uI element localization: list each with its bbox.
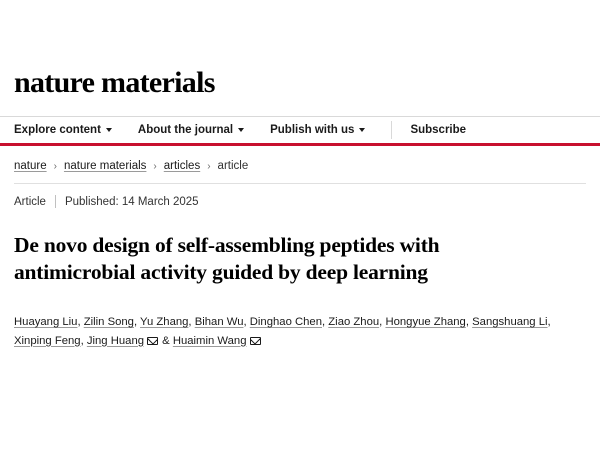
masthead (0, 62, 600, 100)
page-title: De novo design of self-assembling peptides with antimicrobial activity guided by deep learning (14, 233, 440, 284)
email-icon[interactable] (250, 337, 261, 345)
meta-divider (55, 195, 56, 208)
author-link[interactable]: Jing Huang (86, 334, 145, 347)
author-separator: & (159, 334, 173, 347)
author-link[interactable]: Bihan Wu (194, 316, 244, 329)
author-link[interactable]: Huaimin Wang (172, 334, 247, 347)
breadcrumb-item-nature-materials[interactable]: nature materials (63, 160, 147, 172)
author-separator: , (547, 316, 551, 329)
chevron-down-icon (359, 128, 365, 132)
main-navigation (0, 116, 600, 146)
nav-item-label: Explore content (14, 124, 101, 136)
author-list (0, 299, 600, 350)
top-blank-strip (0, 0, 600, 62)
author-separator: , (379, 316, 386, 329)
author-link[interactable]: Huayang Liu (14, 316, 78, 329)
author-separator: , (133, 316, 141, 329)
nav-item-explore-content[interactable] (14, 124, 112, 136)
nav-item-subscribe[interactable] (391, 121, 466, 139)
nav-item-publish-with-us[interactable] (270, 124, 365, 136)
nav-item-label: About the journal (137, 124, 234, 136)
nav-item-about-the-journal[interactable] (138, 124, 244, 136)
journal-logo[interactable]: nature materials (14, 66, 215, 99)
author-separator: , (322, 316, 329, 329)
breadcrumb-item-articles[interactable]: articles (163, 160, 201, 172)
article-meta (0, 184, 600, 208)
publication-date: Published: 14 March 2025 (64, 195, 199, 208)
author-link[interactable]: Sangshuang Li (472, 316, 548, 329)
nav-item-label: Publish with us (270, 124, 355, 136)
author-separator: , (80, 334, 87, 347)
breadcrumb-separator-icon: › (207, 160, 211, 172)
author-link[interactable]: Xinping Feng (14, 334, 81, 347)
author-link[interactable]: Ziao Zhou (328, 316, 380, 329)
chevron-down-icon (106, 128, 112, 132)
article-type-label: Article (14, 195, 46, 208)
breadcrumb-separator-icon: › (53, 160, 57, 172)
breadcrumb (0, 146, 600, 172)
breadcrumb-item-article: article (217, 160, 249, 172)
nav-item-label: Subscribe (410, 124, 467, 136)
author-separator: , (77, 316, 84, 329)
author-separator: , (243, 316, 250, 329)
author-link[interactable]: Zilin Song (83, 316, 134, 329)
breadcrumb-separator-icon: › (153, 160, 157, 172)
author-link[interactable]: Hongyue Zhang (385, 316, 466, 329)
author-link[interactable]: Dinghao Chen (249, 316, 322, 329)
author-link[interactable]: Yu Zhang (140, 316, 189, 329)
email-icon[interactable] (147, 337, 158, 345)
breadcrumb-item-nature[interactable]: nature (14, 160, 47, 172)
author-separator: , (188, 316, 195, 329)
author-separator: , (465, 316, 473, 329)
chevron-down-icon (238, 128, 244, 132)
